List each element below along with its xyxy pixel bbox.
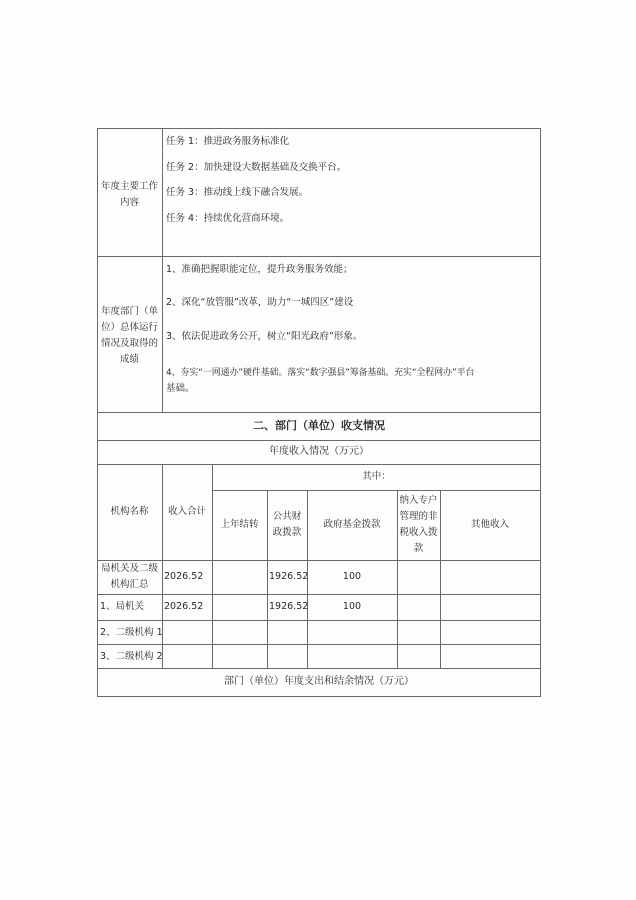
- row-divider: [97, 620, 541, 621]
- col-header-carry: 上年结转: [220, 519, 259, 530]
- row-divider: [212, 490, 541, 491]
- col-header-fund: 政府基金拨款: [323, 519, 381, 530]
- col-header-fiscal: 政拨款: [272, 527, 302, 538]
- expense-table-title: 部门（单位）年度支出和结余情况（万元）: [224, 676, 414, 687]
- perf-label-line: 情况及取得的: [100, 338, 158, 349]
- task-item: 任务 1：推进政务服务标准化: [166, 136, 290, 147]
- row-divider: [97, 412, 541, 413]
- table-cell-total: 2026.52: [164, 571, 204, 582]
- table-cell-org: 机构汇总: [110, 579, 149, 590]
- table-cell-org: 2、二级机构 1: [100, 627, 163, 638]
- row-divider: [97, 644, 541, 645]
- perf-label-line: 位）总体运行: [100, 322, 158, 333]
- row-divider: [97, 668, 541, 669]
- income-table-title: 年度收入情况（万元）: [269, 446, 369, 457]
- table-border-top: [97, 128, 541, 129]
- row-divider: [97, 464, 541, 465]
- table-cell-total: 2026.52: [164, 601, 204, 612]
- col-divider: [162, 128, 163, 412]
- table-cell-fund: 100: [342, 571, 362, 582]
- table-cell-org: 局机关及二级: [100, 563, 158, 574]
- row-divider: [97, 256, 541, 257]
- table-cell-org: 1、局机关: [100, 601, 145, 612]
- table-cell-fiscal: 1926.52: [269, 601, 309, 612]
- row-divider: [97, 440, 541, 441]
- table-border-bottom: [97, 696, 541, 697]
- row-divider: [97, 560, 541, 561]
- perf-item-continued: 基础。: [166, 383, 195, 394]
- section2-title: 二、部门（单位）收支情况: [253, 419, 385, 432]
- col-header-other: 其他收入: [470, 519, 509, 530]
- table-cell-fund: 100: [342, 601, 362, 612]
- perf-item: 3、依法促进政务公开，树立“阳光政府”形象。: [166, 331, 363, 342]
- col-header-fiscal: 公共财: [272, 511, 302, 522]
- task-item: 任务 2：加快建设大数据基础及交换平台。: [166, 162, 347, 173]
- perf-item: 4、夯实“一网通办”硬件基础。落实“数字强县”筹备基础。充实“全程网办”平台: [166, 368, 475, 378]
- work-label-line2: 内容: [119, 197, 139, 208]
- col-header-special: 税收入拨: [399, 527, 438, 538]
- col-header-special: 纳入专户: [399, 495, 438, 506]
- perf-item: 1、准确把握职能定位，提升政务服务效能；: [166, 264, 353, 275]
- col-header-total: 收入合计: [167, 506, 206, 517]
- table-cell-fiscal: 1926.52: [269, 571, 309, 582]
- table-cell-org: 3、二级机构 2: [100, 651, 163, 662]
- col-header-org: 机构名称: [110, 506, 149, 517]
- row-divider: [97, 594, 541, 595]
- col-header-special: 款: [413, 543, 424, 554]
- col-header-special: 管理的非: [399, 511, 438, 522]
- perf-label-line: 成绩: [119, 354, 139, 365]
- perf-label-line: 年度部门（单: [100, 306, 158, 317]
- perf-item: 2、深化“放管服”改革，助力“一城四区”建设: [166, 297, 354, 308]
- work-label-line1: 年度主要工作: [100, 181, 158, 192]
- col-divider: [212, 464, 213, 668]
- col-header-among: 其中：: [362, 471, 391, 482]
- task-item: 任务 4：持续优化营商环境。: [166, 213, 290, 224]
- task-item: 任务 3：推动线上线下融合发展。: [166, 187, 309, 198]
- col-divider: [440, 490, 441, 668]
